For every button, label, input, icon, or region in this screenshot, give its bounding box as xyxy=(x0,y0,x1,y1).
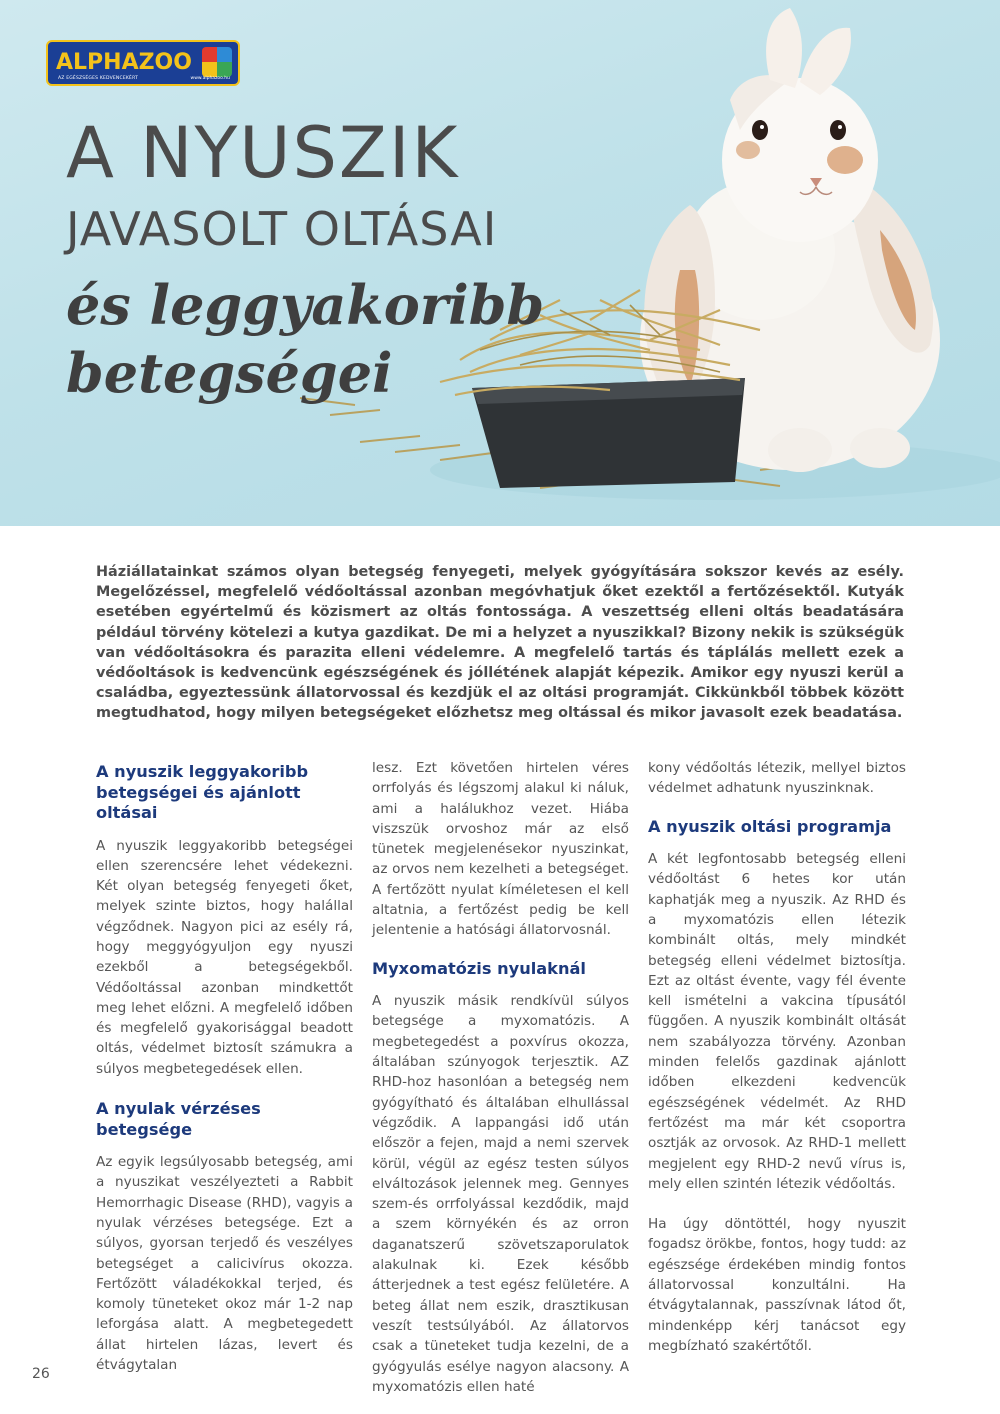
section-text: lesz. Ezt követően hirtelen véres orrfolyás és légszomj alakul ki náluk, ami a halálukhoz vezet. Hiába viszszük orvoshoz már az első tünetek megjelenésekor nyuszinkat, az orvos nem kezelheti a betegséget. A fertőzött nyulat kíméletesen el kell altatnia, a fertőzést pedig be kell jelentenie a hatósági állatorvosnál. xyxy=(372,760,629,939)
column-3 xyxy=(648,758,906,1356)
title-line-4: betegségei xyxy=(66,341,393,405)
section-text: Az egyik legsúlyosabb betegség, ami a nyuszikat veszélyezteti a Rabbit Hemorrhagic Disease (RHD), vagyis a nyulak vérzéses betegsége. Ezt a súlyos, gyorsan terjedő és veszélyes betegséget a calicivírus okozza. Fertőzött váladékokkal terjed, és komoly tüneteket okoz már 1-2 nap leforgása alatt. A megbetegedett állat hirtelen lázas, levert és étvágytalan xyxy=(96,1154,353,1374)
logo-tagline: AZ EGÉSZSÉGES KEDVENCEKÉRT xyxy=(58,76,139,81)
section-text: Ha úgy döntöttél, hogy nyuszit fogadsz örökbe, fontos, hogy tudd: az egészsége érdekében mindig fontos állatorvossal konzultálni. Ha étvágytalannak, passzívnak látod őt, mindenképp kérj tanácsot egy megbízható szakértőtől. xyxy=(648,1216,906,1354)
column-2 xyxy=(372,758,629,1397)
section-text: A két legfontosabb betegség elleni védőoltást 6 hetes kor után kaphatják meg a nyuszik. Az RHD és a myxomatózis ellen létezik kombinált oltás, mely mindkét betegség elleni védelmet biztosítja. Ezt az oltást évente, vagy fél évente kell ismételni a vakcina típusától függően. A nyuszik kombinált oltását nem szabályozza törvény. Azonban minden felelős gazdinak ajánlott időben elkezdeni kedvencük egészségének védelmét. Az RHD fertőzést ma már két csoportra osztják az orvosok. Az RHD-1 mellett megjelent egy RHD-2 nevű vírus is, mely ellen szintén létezik védőoltás. xyxy=(648,851,906,1192)
logo-wordmark: ALPHAZOO xyxy=(56,50,192,75)
section-heading: A nyuszik leggyakoribb betegségei és ajánlott oltásai xyxy=(96,762,309,822)
section-heading: A nyulak vérzéses betegsége xyxy=(96,1099,261,1139)
section-text: A nyuszik leggyakoribb betegségei ellen szerencsére lehet védekezni. Két olyan betegség fenyegeti őket, melyek szinte biztos, hogy halállal végződnek. Nagyon pici az esély rá, hogy meggyógyuljon egy nyuszi ezekből a betegségekből. Védőoltással azonban mindkettőt meg lehet előzni. A megfelelő időben és megfelelő gyakorisággal beadott oltás, védelmet biztosít számukra a súlyos megbetegedések ellen. xyxy=(96,837,353,1077)
section-heading: Myxomatózis nyulaknál xyxy=(372,958,586,978)
logo-animals-icon xyxy=(202,47,232,77)
title-line-1: A NYUSZIK xyxy=(66,112,460,194)
logo-url: www.alphazoo.hu xyxy=(190,76,230,81)
column-1 xyxy=(96,762,353,1375)
page-number: 26 xyxy=(32,1366,50,1382)
title-line-2: JAVASOLT OLTÁSAI xyxy=(66,202,498,256)
section-text: A nyuszik másik rendkívül súlyos betegsége a myxomatózis. A megbetegedést a poxvírus okozza, általában szúnyogok terjesztik. AZ RHD-hoz hasonlóan a betegség nem gyógyítható és általában elhullással végződik. A lappangási idő után először a fejen, majd a nemi szervek körül, végül az egész testen súlyos elváltozások jelennek meg. Gennyes szem-és orrfolyással kezdődik, majd a szem környékén és az orron daganatszerű szövetszaporulatok alakulnak ki. Ezek később átterjednek a test egész felületére. A beteg állat nem eszik, drasztikusan veszít testsúlyából. Az állatorvos csak a tüneteket tudja kezelni, de a gyógyulás esélye nagyon alacsony. A myxomatózis ellen haté xyxy=(372,993,629,1395)
section-text: kony védőoltás létezik, mellyel biztos védelmet adhatunk nyuszinknak. xyxy=(648,760,906,797)
section-heading: A nyuszik oltási programja xyxy=(648,816,892,836)
intro-paragraph: Háziállatainkat számos olyan betegség fenyegeti, melyek gyógyítására sokszor kevés az esély. Megelőzéssel, megfelelő védőoltással azonban megóvhatjuk őket ezektől a fertőzésektől. Kutyák esetében egyértelmű és közismert az oltás fontossága. A veszettség elleni oltás beadatására például törvény kötelezi a kutya gazdikat. De mi a helyzet a nyuszikkal? Bizony nekik is szükségük van védőoltásokra és parazita elleni védelemre. A megfelelő tartás és táplálás mellett ezek a védőoltások is kedvencünk egészségének és jóllétének alapját képezik. Amikor egy nyuszi kerül a családba, egyeztessünk állatorvossal és kezdjük el az oltási programját. Cikkünkből többek között megtudhatod, hogy milyen betegségeket előzhetsz meg oltással és mikor javasolt ezek beadatása. xyxy=(96,564,904,722)
alphazoo-logo xyxy=(46,40,240,86)
title-line-3: és leggyakoribb xyxy=(66,273,545,337)
hero-banner xyxy=(0,0,1000,526)
